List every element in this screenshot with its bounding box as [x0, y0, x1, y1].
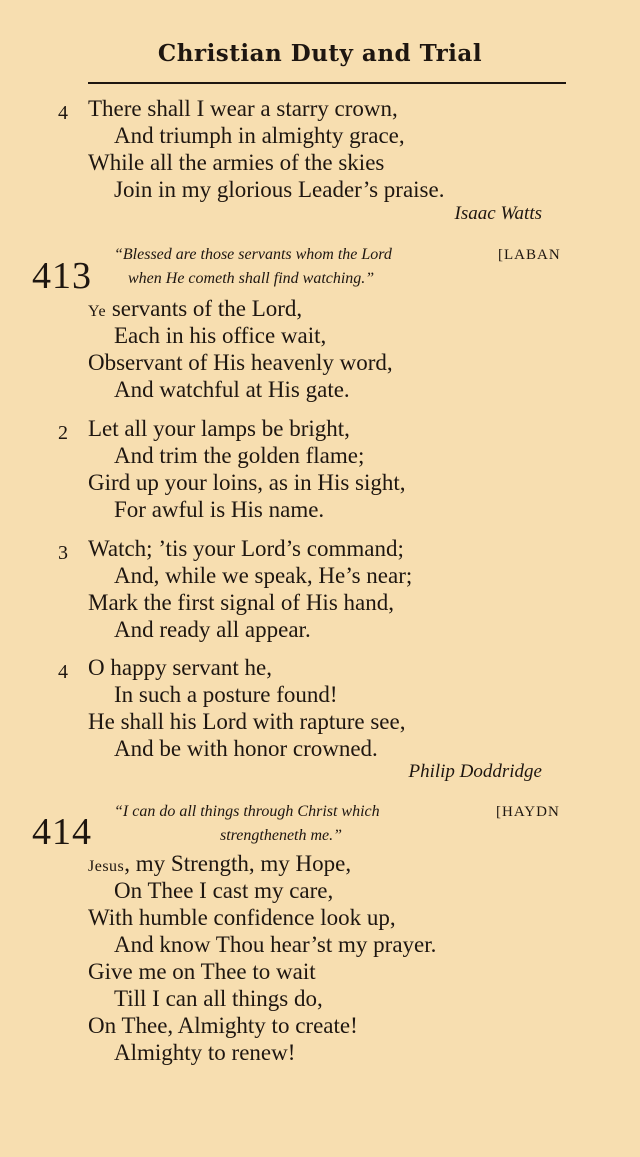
verse-line: Let all your lamps be bright,	[88, 416, 350, 441]
verse-line: Each in his office wait,	[114, 323, 327, 348]
verse-line: With humble confidence look up,	[88, 905, 396, 930]
verse-line: Watch; ’tis your Lord’s command;	[88, 536, 404, 561]
verse-line: Almighty to renew!	[114, 1040, 296, 1065]
verse-line: Ye servants of the Lord,	[88, 296, 303, 321]
hymn-number: 414	[32, 811, 92, 853]
verse-line: In such a posture found!	[114, 682, 338, 707]
small-caps-opening: Ye	[88, 303, 107, 320]
small-caps-opening: Jesus	[88, 858, 125, 875]
verse-line: Till I can all things do,	[114, 986, 323, 1011]
verse-line: Give me on Thee to wait	[88, 959, 316, 984]
stanza-number: 4	[58, 661, 68, 683]
verse-line: And trim the golden flame;	[114, 443, 365, 468]
scripture-text: strengtheneth me.”	[220, 827, 343, 844]
running-header: Christian Duty and Trial	[157, 40, 483, 67]
verse-line: And, while we speak, He’s near;	[114, 563, 413, 588]
tune-name: [HAYDN	[496, 804, 560, 820]
verse-line: And be with honor crowned.	[114, 736, 378, 761]
verse-line: On Thee, Almighty to create!	[88, 1013, 358, 1038]
hymn-author: Philip Doddridge	[408, 761, 542, 782]
verse-line: Jesus, my Strength, my Hope,	[88, 851, 352, 876]
verse-line: While all the armies of the skies	[88, 150, 385, 175]
scripture-text: when He cometh shall find watching.”	[128, 270, 375, 287]
header-rule	[88, 82, 566, 84]
verse-line: Join in my glorious Leader’s praise.	[114, 177, 445, 202]
verse-line: And triumph in almighty grace,	[114, 123, 405, 148]
verse-line: O happy servant he,	[88, 655, 272, 680]
scripture-text: “Blessed are those servants whom the Lord	[114, 246, 392, 263]
verse-line: For awful is His name.	[114, 497, 325, 522]
verse-line: Observant of His heavenly word,	[88, 350, 393, 375]
verse-line: And ready all appear.	[114, 617, 311, 642]
verse-line: Mark the first signal of His hand,	[88, 590, 394, 615]
stanza-number: 3	[58, 542, 68, 564]
stanza-number: 2	[58, 422, 68, 444]
verse-line: There shall I wear a starry crown,	[88, 96, 398, 121]
verse-line: And know Thou hear’st my prayer.	[114, 932, 437, 957]
scripture-text: “I can do all things through Christ which	[114, 803, 380, 820]
verse-line: And watchful at His gate.	[114, 377, 350, 402]
stanza-number: 4	[58, 102, 68, 124]
verse-line: He shall his Lord with rapture see,	[88, 709, 406, 734]
hymn-author: Isaac Watts	[454, 203, 542, 224]
verse-line: Gird up your loins, as in His sight,	[88, 470, 406, 495]
hymn-number: 413	[32, 255, 92, 297]
tune-name: [LABAN	[498, 247, 561, 263]
verse-line: On Thee I cast my care,	[114, 878, 334, 903]
